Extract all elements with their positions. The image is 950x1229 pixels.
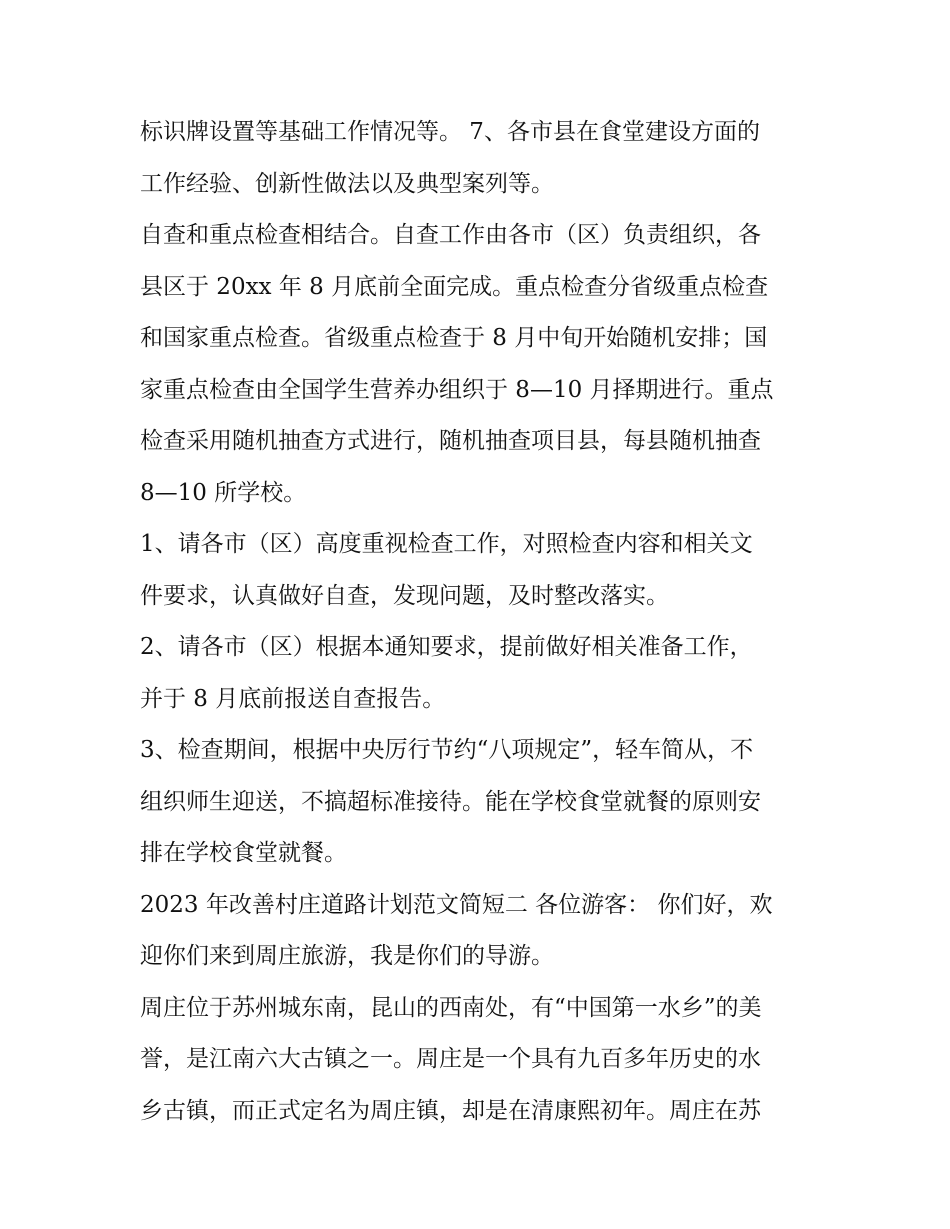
text-line: 件要求，认真做好自查，发现问题，及时整改落实。 (140, 582, 669, 609)
text-line: 并于 8 月底前报送自查报告。 (140, 685, 446, 712)
text-line: 工作经验、创新性做法以及典型案列等。 (140, 170, 554, 197)
text-line: 2023 年改善村庄道路计划范文简短二 各位游客： 你们好，欢 (140, 891, 773, 918)
text-line: 组织师生迎送，不搞超标准接待。能在学校食堂就餐的原则安 (140, 788, 761, 815)
text-line: 乡古镇，而正式定名为周庄镇，却是在清康熙初年。周庄在苏 (140, 1097, 761, 1124)
text-line: 标识牌设置等基础工作情况等。 7、各市县在食堂建设方面的 (140, 119, 760, 145)
text-line: 1、请各市（区）高度重视检查工作，对照检查内容和相关文 (140, 531, 753, 557)
text-line: 检查采用随机抽查方式进行，随机抽查项目县，每县随机抽查 (140, 428, 761, 454)
text-line: 周庄位于苏州城东南，昆山的西南处，有“中国第一水乡”的美 (140, 994, 762, 1021)
text-line: 8—10 所学校。 (140, 479, 307, 506)
text-line: 迎你们来到周庄旅游，我是你们的导游。 (140, 943, 554, 969)
text-line: 家重点检查由全国学生营养办组织于 8—10 月择期进行。重点 (140, 376, 774, 403)
text-line: 和国家重点检查。省级重点检查于 8 月中旬开始随机安排；国 (140, 325, 768, 351)
text-line: 自查和重点检查相结合。自查工作由各市（区）负责组织，各 (140, 222, 761, 248)
text-line: 县区于 20xx 年 8 月底前全面完成。重点检查分省级重点检查 (140, 273, 769, 300)
document-body (140, 107, 820, 1137)
text-line: 2、请各市（区）根据本通知要求，提前做好相关准备工作， (140, 634, 753, 660)
text-line: 排在学校食堂就餐。 (140, 840, 347, 866)
text-line: 誉，是江南六大古镇之一。周庄是一个具有九百多年历史的水 (140, 1046, 761, 1072)
text-line: 3、检查期间，根据中央厉行节约“八项规定”，轻车简从，不 (140, 737, 754, 763)
